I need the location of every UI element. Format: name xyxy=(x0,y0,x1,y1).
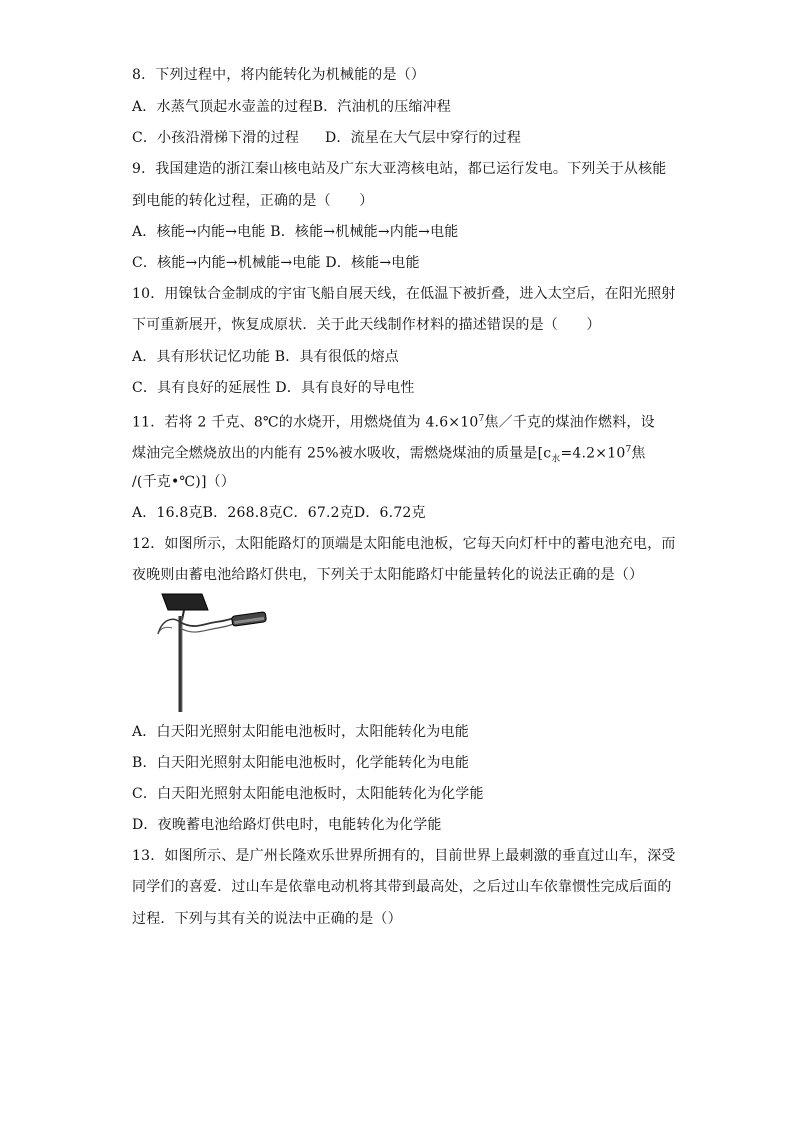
q11-stem2-a: 煤油完全燃烧放出的内能有 25%被水吸收，需燃烧煤油的质量是[c xyxy=(132,445,552,462)
q10-stem-line1: 10．用镍钛合金制成的宇宙飞船自展天线，在低温下被折叠，进入太空后，在阳光照射 xyxy=(132,286,676,302)
q11-stem-line2 xyxy=(132,441,646,468)
q8-stem: 8．下列过程中，将内能转化为机械能的是（） xyxy=(132,67,426,83)
q9-options-ab: A．核能→内能→电能 B．核能→机械能→内能→电能 xyxy=(132,224,459,240)
q11-stem1-a: 11．若将 2 千克、8℃的水烧开，用燃烧值为 4.6×10 xyxy=(132,414,479,431)
q11-stem2-b: =4.2×10 xyxy=(560,445,626,462)
q11-stem1-b: 焦／千克的煤油作燃料，设 xyxy=(484,414,655,431)
q11-exponent-2: 7 xyxy=(625,445,632,455)
q10-stem-line2: 下可重新展开，恢复成原状．关于此天线制作材料的描述错误的是（ ） xyxy=(132,317,601,333)
solar-street-lamp-icon xyxy=(150,590,270,712)
q12-stem-line2: 夜晚则由蓄电池给路灯供电，下列关于太阳能路灯中能量转化的说法正确的是（） xyxy=(132,567,644,583)
q12-stem-line1: 12．如图所示，太阳能路灯的顶端是太阳能电池板，它每天向灯杆中的蓄电池充电，而 xyxy=(132,536,676,552)
q8-option-d: D．流星在大气层中穿行的过程 xyxy=(325,130,522,146)
q12-option-a: A．白天阳光照射太阳能电池板时，太阳能转化为电能 xyxy=(132,724,469,740)
q12-option-d: D．夜晚蓄电池给路灯供电时，电能转化为化学能 xyxy=(132,817,442,833)
solar-street-lamp-figure xyxy=(150,590,270,712)
q13-stem-line1: 13．如图所示、是广州长隆欢乐世界所拥有的，目前世界上最刺激的垂直过山车，深受 xyxy=(132,848,676,864)
q11-exponent-1: 7 xyxy=(478,414,485,424)
q13-stem-line3: 过程．下列与其有关的说法中正确的是（） xyxy=(132,911,402,927)
q11-options: A．16.8克B．268.8克C．67.2克D．6.72克 xyxy=(132,505,426,521)
q9-stem-line1: 9．我国建造的浙江秦山核电站及广东大亚湾核电站，都已运行发电。下列关于从核能 xyxy=(132,161,667,177)
q8-option-c: C．小孩沿滑梯下滑的过程 xyxy=(132,130,300,146)
q11-stem2-c: 焦 xyxy=(631,445,646,462)
q9-options-cd: C．核能→内能→机械能→电能 D．核能→电能 xyxy=(132,255,420,271)
q11-stem-line1 xyxy=(132,410,655,432)
q11-stem-line3: /(千克•℃)]（） xyxy=(132,474,236,490)
q12-option-c: C．白天阳光照射太阳能电池板时，太阳能转化为化学能 xyxy=(132,786,484,802)
q8-options-ab: A．水蒸气顶起水壶盖的过程B．汽油机的压缩冲程 xyxy=(132,99,451,115)
q11-water-subscript: 水 xyxy=(551,454,561,465)
q9-stem-line2: 到电能的转化过程，正确的是（ ） xyxy=(132,193,374,209)
q10-options-ab: A．具有形状记忆功能 B．具有很低的熔点 xyxy=(132,349,399,365)
q10-options-cd: C．具有良好的延展性 D．具有良好的导电性 xyxy=(132,380,415,396)
q12-option-b: B．白天阳光照射太阳能电池板时，化学能转化为电能 xyxy=(132,755,470,771)
q13-stem-line2: 同学们的喜爱．过山车是依靠电动机将其带到最高处，之后过山车依靠惯性完成后面的 xyxy=(132,879,672,895)
